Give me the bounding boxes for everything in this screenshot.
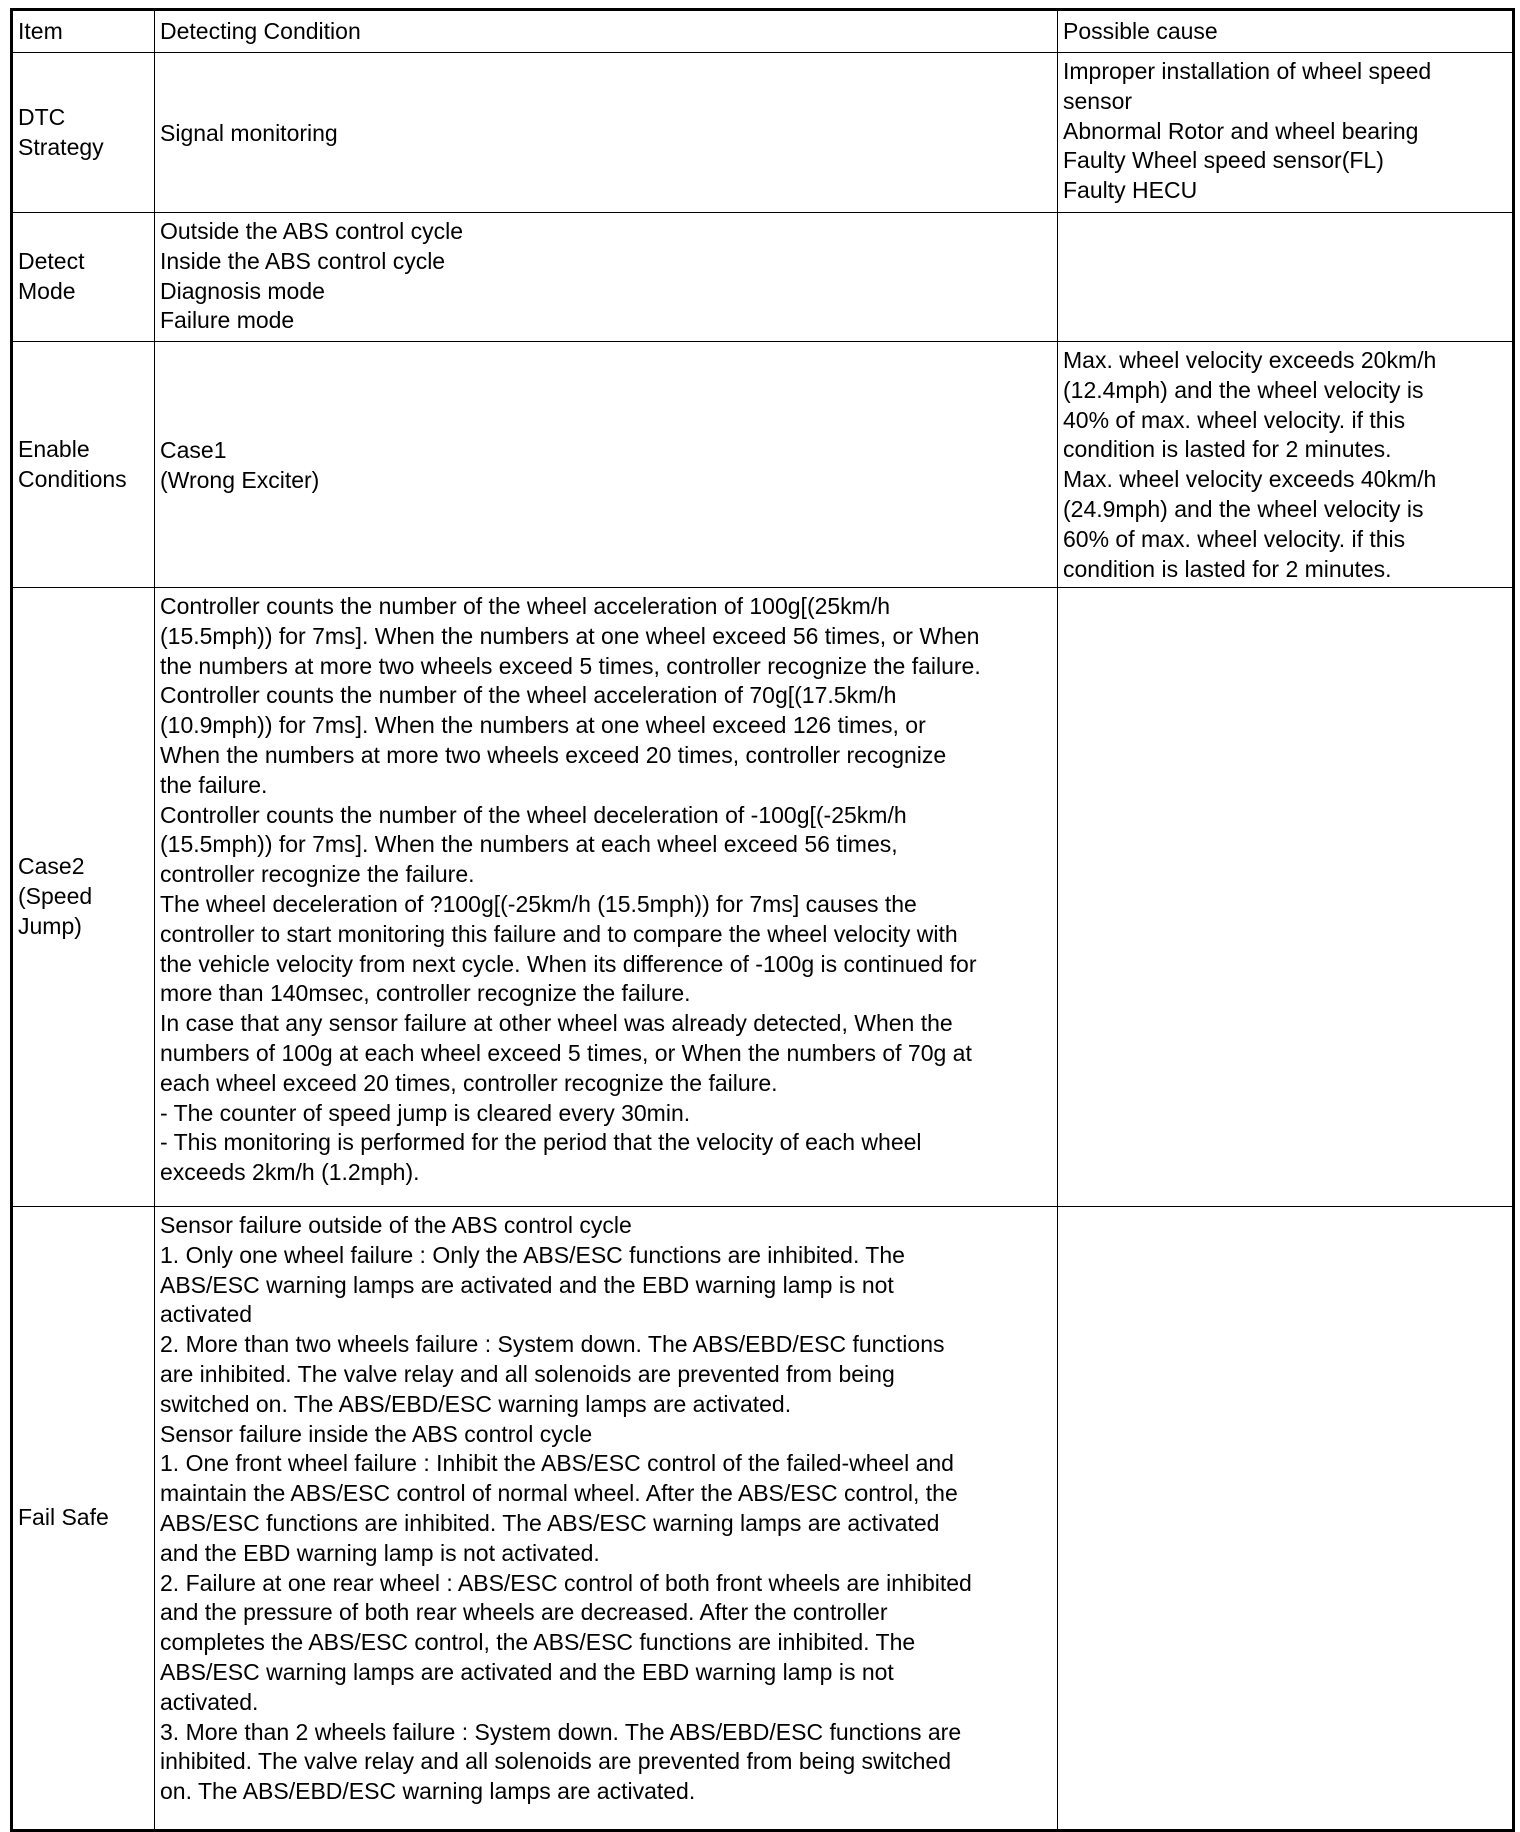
text-line: the vehicle velocity from next cycle. When its difference of -100g is continued for [160, 950, 977, 977]
dtc-table [10, 8, 1515, 1832]
text-line: Detect [18, 248, 85, 275]
text-line: controller to start monitoring this failure and to compare the wheel velocity with [160, 920, 958, 947]
text-line: 2. Failure at one rear wheel : ABS/ESC control of both front wheels are inhibited [160, 1569, 972, 1596]
text-line: and the EBD warning lamp is not activated. [160, 1539, 600, 1566]
text-line: are inhibited. The valve relay and all solenoids are prevented from being [160, 1360, 895, 1387]
text-line: DTC [18, 103, 66, 130]
text-line: Controller counts the number of the wheel deceleration of -100g[(-25km/h [160, 801, 907, 828]
text-line: Controller counts the number of the wheel acceleration of 70g[(17.5km/h [160, 682, 897, 709]
text-line: 1. Only one wheel failure : Only the ABS/ESC functions are inhibited. The [160, 1241, 905, 1268]
cell-item [12, 588, 155, 1207]
text-line: Fail Safe [18, 1504, 109, 1531]
text-line: more than 140msec, controller recognize the failure. [160, 980, 691, 1007]
row-detect-mode [12, 213, 1514, 342]
text-line: numbers of 100g at each wheel exceed 5 times, or When the numbers of 70g at [160, 1039, 972, 1066]
text-line: 1. One front wheel failure : Inhibit the ABS/ESC control of the failed-wheel and [160, 1450, 954, 1477]
text-line: 40% of max. wheel velocity. if this [1063, 406, 1406, 433]
cell-cause [1058, 588, 1514, 1207]
row-dtc-strategy [12, 53, 1514, 213]
text-line: 3. More than 2 wheels failure : System down. The ABS/EBD/ESC functions are [160, 1718, 962, 1745]
row-fail-safe [12, 1207, 1514, 1831]
text-line: Improper installation of wheel speed [1063, 58, 1432, 84]
text-line: maintain the ABS/ESC control of normal wheel. After the ABS/ESC control, the [160, 1480, 958, 1507]
row-case2-speed-jump [12, 588, 1514, 1207]
header-row [12, 10, 1514, 53]
text-line: the failure. [160, 771, 268, 798]
text-line: activated. [160, 1688, 259, 1715]
text-line: 2. More than two wheels failure : System down. The ABS/EBD/ESC functions [160, 1331, 945, 1358]
cell-cause [1058, 213, 1514, 342]
text-line: condition is lasted for 2 minutes. [1063, 436, 1392, 463]
text-line: Outside the ABS control cycle [160, 218, 463, 244]
text-line: Controller counts the number of the wheel acceleration of 100g[(25km/h [160, 593, 891, 619]
text-line: Signal monitoring [160, 119, 338, 146]
text-line: Conditions [18, 465, 127, 492]
text-line: 60% of max. wheel velocity. if this [1063, 525, 1406, 552]
text-line: Jump) [18, 912, 82, 939]
text-line: switched on. The ABS/EBD/ESC warning lamps are activated. [160, 1390, 792, 1417]
text-line: controller recognize the failure. [160, 861, 475, 888]
header-detecting-condition: Detecting Condition [155, 10, 1058, 53]
cell-item [12, 342, 155, 588]
header-possible-cause: Possible cause [1058, 10, 1514, 53]
text-line: each wheel exceed 20 times, controller recognize the failure. [160, 1069, 778, 1096]
text-line: Sensor failure inside the ABS control cycle [160, 1420, 593, 1447]
text-line: completes the ABS/ESC control, the ABS/ESC functions are inhibited. The [160, 1629, 916, 1656]
text-line: Failure mode [160, 307, 295, 334]
text-line: sensor [1063, 87, 1133, 114]
cell-cause [1058, 342, 1514, 588]
cell-condition [155, 1207, 1058, 1831]
text-line: Sensor failure outside of the ABS control cycle [160, 1212, 632, 1238]
text-line: Max. wheel velocity exceeds 40km/h [1063, 466, 1437, 493]
text-line: (Wrong Exciter) [160, 466, 320, 493]
cell-condition [155, 588, 1058, 1207]
text-line: inhibited. The valve relay and all solenoids are prevented from being switched [160, 1748, 951, 1775]
text-line: the numbers at more two wheels exceed 5 times, controller recognize the failure. [160, 652, 981, 679]
cell-condition [155, 342, 1058, 588]
text-line: (12.4mph) and the wheel velocity is [1063, 376, 1424, 403]
text-line: Case1 [160, 436, 227, 463]
text-line: Diagnosis mode [160, 277, 325, 304]
text-line: (10.9mph)) for 7ms]. When the numbers at one wheel exceed 126 times, or [160, 712, 926, 739]
text-line: Enable [18, 435, 90, 462]
text-line: (24.9mph) and the wheel velocity is [1063, 495, 1424, 522]
cell-condition [155, 53, 1058, 213]
document-page [10, 8, 1512, 1832]
text-line: Faulty HECU [1063, 177, 1198, 204]
text-line: Mode [18, 278, 76, 304]
text-line: The wheel deceleration of ?100g[(-25km/h (15.5mph)) for 7ms] causes the [160, 890, 917, 917]
text-line: ABS/ESC warning lamps are activated and the EBD warning lamp is not [160, 1658, 894, 1685]
text-line: and the pressure of both rear wheels are decreased. After the controller [160, 1599, 888, 1626]
header-item: Item [12, 10, 155, 53]
text-line: - This monitoring is performed for the period that the velocity of each wheel [160, 1129, 922, 1156]
cell-item [12, 53, 155, 213]
cell-condition [155, 213, 1058, 342]
text-line: Max. wheel velocity exceeds 20km/h [1063, 347, 1437, 373]
text-line: exceeds 2km/h (1.2mph). [160, 1159, 420, 1186]
text-line: - The counter of speed jump is cleared every 30min. [160, 1099, 691, 1126]
text-line: Case2 [18, 853, 85, 880]
cell-cause [1058, 53, 1514, 213]
text-line: When the numbers at more two wheels exceed 20 times, controller recognize [160, 741, 947, 768]
text-line: ABS/ESC warning lamps are activated and the EBD warning lamp is not [160, 1271, 894, 1298]
text-line: Strategy [18, 133, 104, 160]
cell-item [12, 213, 155, 342]
text-line: ABS/ESC functions are inhibited. The ABS/ESC warning lamps are activated [160, 1509, 940, 1536]
text-line: condition is lasted for 2 minutes. [1063, 555, 1392, 582]
text-line: (15.5mph)) for 7ms]. When the numbers at each wheel exceed 56 times, [160, 831, 898, 858]
text-line: activated [160, 1301, 253, 1328]
text-line: (15.5mph)) for 7ms]. When the numbers at one wheel exceed 56 times, or When [160, 622, 980, 649]
cell-cause [1058, 1207, 1514, 1831]
text-line: (Speed [18, 883, 93, 910]
cell-item [12, 1207, 155, 1831]
text-line: In case that any sensor failure at other wheel was already detected, When the [160, 1010, 953, 1037]
text-line: Faulty Wheel speed sensor(FL) [1063, 147, 1384, 174]
text-line: Inside the ABS control cycle [160, 247, 446, 274]
text-line: Abnormal Rotor and wheel bearing [1063, 117, 1419, 144]
text-line: on. The ABS/EBD/ESC warning lamps are activated. [160, 1778, 696, 1805]
row-enable-conditions [12, 342, 1514, 588]
